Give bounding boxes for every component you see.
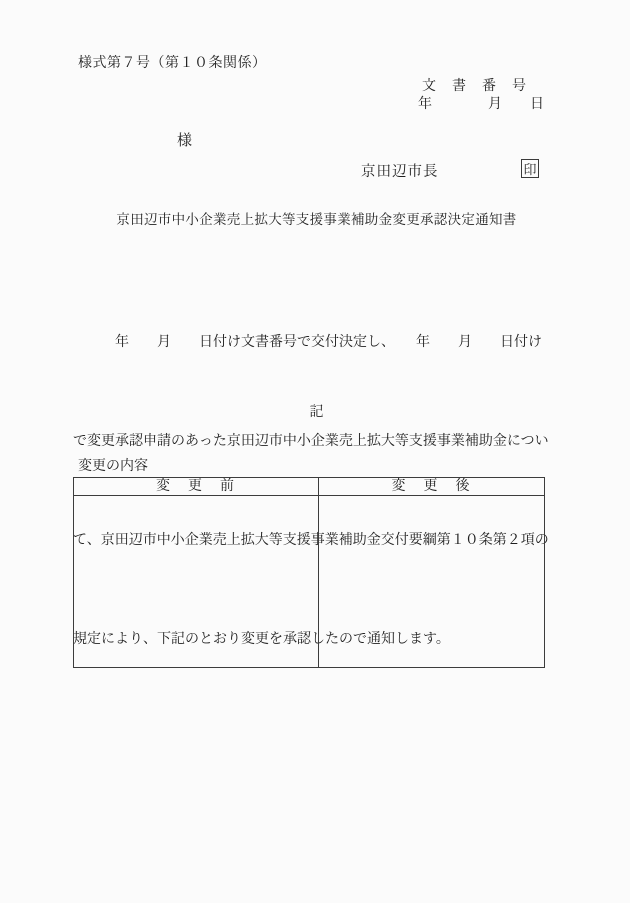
body-line: 年 月 日付け文書番号で交付決定し、 年 月 日付け [73,335,542,350]
seal-box: 印 [521,159,539,178]
change-table [73,477,545,668]
recipient-honorific: 様 [177,133,193,149]
cell-before-content [74,496,319,667]
col-header-after: 変 更 後 [319,478,544,496]
change-section-label: 変更の内容 [78,459,148,474]
body-line: で変更承認申請のあった京田辺市中小企業売上拡大等支援事業補助金につい [73,434,549,449]
sender-name: 京田辺市長 [361,164,439,180]
body-line: て、京田辺市中小企業売上拡大等支援事業補助金交付要綱第１０条第２項の [73,533,549,548]
cell-after-content [319,496,544,667]
date-blank-line: 年 月 日 [418,97,544,112]
document-title: 京田辺市中小企業売上拡大等支援事業補助金変更承認決定通知書 [116,212,517,227]
body-line: 規定により、下記のとおり変更を承認したので通知します。 [73,632,450,647]
form-number-label: 様式第７号（第１０条関係） [78,56,267,71]
record-marker: 記 [309,405,324,420]
doc-number-label: 文 書 番 号 [422,79,527,94]
col-header-before: 変 更 前 [74,478,319,496]
